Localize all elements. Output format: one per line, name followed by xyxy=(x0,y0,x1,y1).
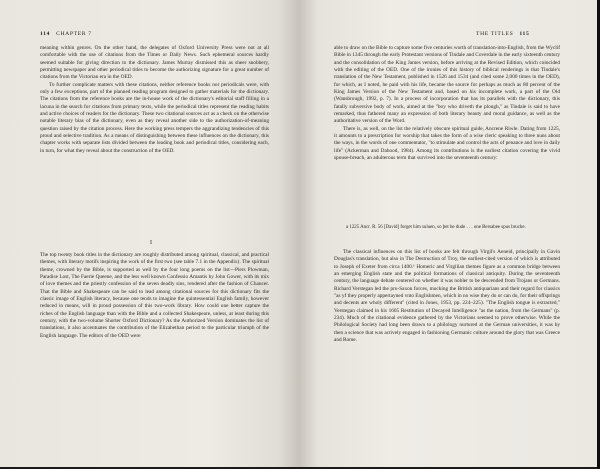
right-body-text-top xyxy=(334,45,560,163)
right-paragraph-2: There is, as well, on the list the relatively obscure spiritual guide, Ancrene Riwle. Dating from 1225, it amounts to a prescription for worship that takes the form of a wise cleric speaking to three nuns about the ways, in the words of one commentator, "to stimulate and control the acts of penance and love in daily life" (Ackerman and Dahood, 1984). Among its contributions is the earliest citation covering the vivid spouse-breach, an adulterous term that survived into the seventeenth century: xyxy=(334,125,560,162)
right-page-number: 115 xyxy=(519,31,530,37)
left-paragraph-2: To further complicate matters with these citations, neither reference books nor periodicals were, with only a few exceptions, part of the planned reading program designed to gather materials for the dictionary. The citations from the reference books are the in-house work of the dictionary's editorial staff filling in a lacuna in the search for citations from primary texts, while the periodical titles represent the reading habits and active choices of readers for the dictionary. These two citational sources act as a check on the otherwise notable literary bias of the dictionary, even as they reveal another side to the authorization-of-meaning question raised by the citation process. Here the working press tempers the aggrandizing tendencies of this proud and selective tradition. As a means of distinguishing between these influences on the dictionary, this chapter works with separate lists divided between the leading book and periodical titles, considering each, in turn, for what they reveal about the construction of the OED. xyxy=(40,81,269,154)
left-body-text-top xyxy=(40,45,269,155)
right-running-head xyxy=(476,31,529,37)
right-paragraph-1: able to draw on the Bible to capture some five centuries worth of translation-into-English, from the Wyclif Bible in 1345 through the early Protestant versions of Tindale and Coverdale in the early sixteenth century and the consolidation of the King James version, before arriving at the Revised Edition, which coincided with the editing of the OED. One of the ironies of this history of biblical renderings is that Tindale's translation of the New Testament, published in 1526 and 1534 (and cited some 2,000 times in the OED), for which, as I noted, he paid with his life, became the source for perhaps as much as 80 percent of the King James Version of the New Testament and, based on his incomplete work, a part of the Old (Wansbrough, 1992, p. 7). In a process of incorporation that has its parallels with the dictionary, this fatally subversive body of work, aimed at the "boy who driveth the plough," as Tindale is said to have remarked, thus fathered many an expression of both literary beauty and moral guidance, as well as the authoritative version of the Word. xyxy=(334,45,560,125)
left-running-head xyxy=(40,31,92,37)
right-running-head-title: THE TITLES xyxy=(476,31,514,37)
left-running-head-title: CHAPTER 7 xyxy=(56,31,92,37)
section-number: I xyxy=(150,240,152,246)
citation-quote: a 1225 Ancr. R. 56 [David] forget him suluen, so þet he dude . . . one Bersabee spus bruche. xyxy=(346,225,526,230)
left-paragraph-3: The top twenty book titles in the dictionary are roughly distributed among spiritual, classical, and practical themes, with literary motifs inspiring the work of the first two (see table 7.1 in the Appendix). The spiritual theme, crowned by the Bible, is supported as well by the four long poems on the list—Piers Plowman, Paradise Lost, The Faerie Queene, and the less well known Confessio Amantis by John Gower, with its mix of love themes and the priestly confession of the seven deadly sins, rendered after the fashion of Chaucer. That the Bible and Shakespeare can be said to lead among citational sources for this dictionary fits the classic image of English literacy, because one tends to imagine the quintessential English family, however reduced in means, will in proud possession of this two-work library. How could one better capture the riches of the English language than with the Bible and a collected Shakespeare, unless, at least during this century, with the two-volume Shorter Oxford Dictionary? As the Authorized Version dominates the list of translations, it also accentuates the contribution of the Elizabethan period to the particular triumph of the English language. The editors of the OED were xyxy=(40,252,269,339)
right-paragraph-3: The classical influences on this list of books are felt through Virgil's Aeneid, principally in Gavin Douglas's translation, but also in The Destruction of Troy, the earliest-cited version of which is attributed to Joseph of Exeter from circa 1400.¹ Homeric and Virgilian themes figure as a common bridge between an emerging English state and the political formations of classical antiquity. During the seventeenth century, the language debate centered on whether it was nobler to be descended from Trojans or Germans. Richard Verstegan led the pro-Saxon forces, mocking the British antiquarians and their regard for classics "as yf they properly appertayned vnto Englishmen, which in no wise they do or can do, for their offsprings and decents are wholy different" (cited in Jones, 1953, pp. 224–225). "The English tongue is extracted," Verstegan claimed in his 1605 Restitution of Decayed Intelligence "as the nation, from the Germans" (p. 234). Much of the citational evidence gathered by the Victorians seemed to prove otherwise. While the Philological Society had long been drawn to a philology nurtured at the German universities, it was by then a science that was actively engaged in fashioning Germanic culture around the glory that was Greece and Rome. xyxy=(334,249,560,344)
left-body-text-bottom xyxy=(40,252,269,340)
left-page-number: 114 xyxy=(40,31,51,37)
left-paragraph-1: meaning within genres. On the other hand, the delegates of Oxford University Press were not at all comfortable with the use of citations from the Times or Daily News. Such ephemeral sources hardly seemed suitable for giving direction to the dictionary. James Murray dismissed this as sheer snobbery, permitting newspaper and other periodical titles to become the authorizing signature for a great number of citations from the Victorian era in the OED. xyxy=(40,45,269,81)
right-body-text-bottom xyxy=(334,249,560,344)
